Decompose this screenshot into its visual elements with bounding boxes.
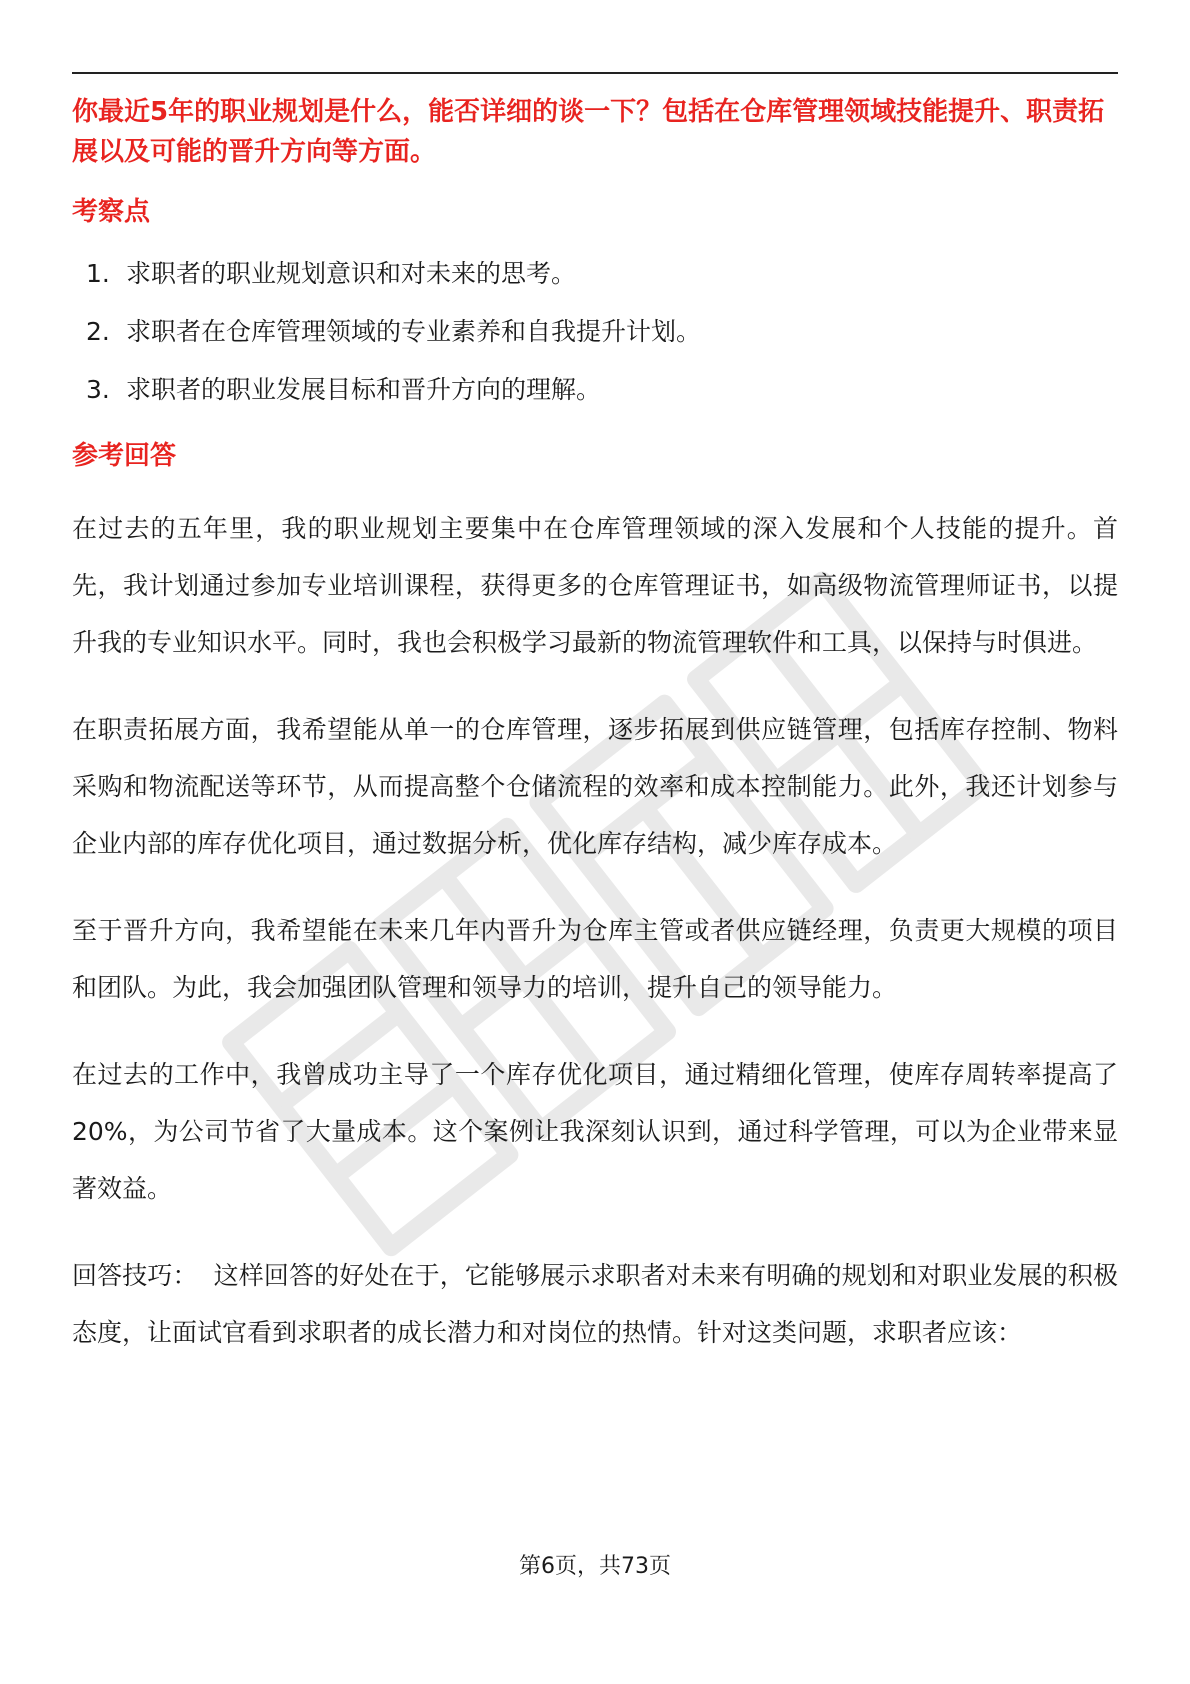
list-item-number: 2. (86, 317, 110, 346)
page-number: 第6页，共73页 (519, 1554, 671, 1579)
answer-paragraph: 在过去的五年里，我的职业规划主要集中在仓库管理领域的深入发展和个人技能的提升。首先，我计划通过参加专业培训课程，获得更多的仓库管理证书，如高级物流管理师证书，以提升我的专业知识水平。同时，我也会积极学习最新的物流管理软件和工具，以保持与时俱进。 (72, 514, 1118, 657)
answer-paragraph: 在职责拓展方面，我希望能从单一的仓库管理，逐步拓展到供应链管理，包括库存控制、物料采购和物流配送等环节，从而提高整个仓储流程的效率和成本控制能力。此外，我还计划参与企业内部的库存优化项目，通过数据分析，优化库存结构，减少库存成本。 (72, 715, 1118, 858)
key-points-list (72, 256, 1118, 408)
header-divider (72, 72, 1118, 74)
list-item (72, 372, 1118, 408)
answer-heading: 参考回答 (72, 441, 177, 471)
list-item-number: 1. (86, 259, 110, 288)
document-page (72, 72, 1118, 1391)
list-item-number: 3. (86, 375, 110, 404)
answer-tip-text: 这样回答的好处在于，它能够展示求职者对未来有明确的规划和对职业发展的积极态度，让面试官看到求职者的成长潜力和对岗位的热情。针对这类问题，求职者应该： (72, 1261, 1118, 1347)
key-points-heading: 考察点 (72, 197, 151, 227)
list-item-text: 求职者在仓库管理领域的专业素养和自我提升计划。 (126, 317, 702, 346)
answer-tip-paragraph (72, 1247, 1118, 1361)
question-title: 你最近5年的职业规划是什么，能否详细的谈一下？包括在仓库管理领域技能提升、职责拓展以及可能的晋升方向等方面。 (72, 97, 1105, 167)
list-item (72, 314, 1118, 350)
answer-tip-label: 回答技巧： (72, 1261, 198, 1290)
answer-paragraph: 至于晋升方向，我希望能在未来几年内晋升为仓库主管或者供应链经理，负责更大规模的项目和团队。为此，我会加强团队管理和领导力的培训，提升自己的领导能力。 (72, 916, 1118, 1002)
list-item-text: 求职者的职业规划意识和对未来的思考。 (126, 259, 577, 288)
list-item (72, 256, 1118, 292)
answer-paragraph: 在过去的工作中，我曾成功主导了一个库存优化项目，通过精细化管理，使库存周转率提高了20%，为公司节省了大量成本。这个案例让我深刻认识到，通过科学管理，可以为企业带来显著效益。 (72, 1060, 1118, 1203)
list-item-text: 求职者的职业发展目标和晋升方向的理解。 (126, 375, 602, 404)
